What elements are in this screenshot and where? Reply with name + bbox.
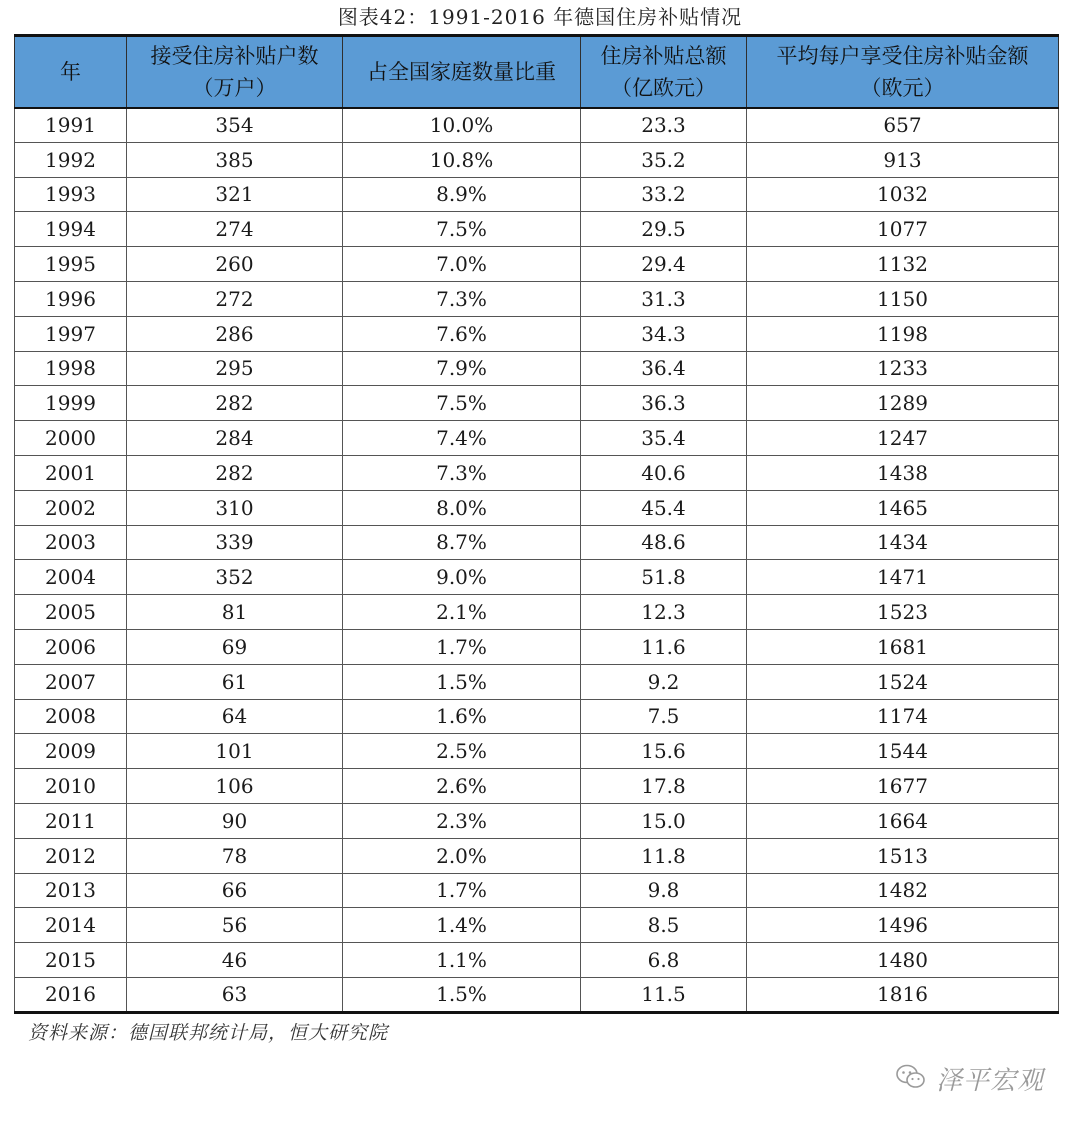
average-cell: 1664 (747, 803, 1059, 838)
households-cell: 78 (127, 838, 343, 873)
total-cell: 33.2 (581, 177, 747, 212)
share-cell: 1.7% (343, 629, 581, 664)
average-cell: 1471 (747, 560, 1059, 595)
total-cell: 15.6 (581, 734, 747, 769)
households-cell: 339 (127, 525, 343, 560)
total-cell: 34.3 (581, 316, 747, 351)
year-cell: 1995 (15, 247, 127, 282)
header-year-label: 年 (60, 59, 81, 84)
year-cell: 2005 (15, 595, 127, 630)
year-cell: 2004 (15, 560, 127, 595)
households-cell: 63 (127, 977, 343, 1012)
share-cell: 10.0% (343, 108, 581, 143)
header-total (581, 36, 747, 108)
households-cell: 385 (127, 142, 343, 177)
average-cell: 1233 (747, 351, 1059, 386)
households-cell: 310 (127, 490, 343, 525)
total-cell: 9.8 (581, 873, 747, 908)
share-cell: 8.9% (343, 177, 581, 212)
watermark-text: 泽平宏观 (935, 1066, 1044, 1096)
share-cell: 7.3% (343, 281, 581, 316)
share-cell: 8.7% (343, 525, 581, 560)
year-cell: 1998 (15, 351, 127, 386)
average-cell: 1174 (747, 699, 1059, 734)
average-cell: 1544 (747, 734, 1059, 769)
average-cell: 1681 (747, 629, 1059, 664)
average-cell: 1247 (747, 421, 1059, 456)
households-cell: 274 (127, 212, 343, 247)
table-row (15, 873, 1059, 908)
total-cell: 11.5 (581, 977, 747, 1012)
total-cell: 36.4 (581, 351, 747, 386)
table-row (15, 421, 1059, 456)
total-cell: 35.2 (581, 142, 747, 177)
average-cell: 1677 (747, 769, 1059, 804)
share-cell: 1.1% (343, 943, 581, 978)
households-cell: 295 (127, 351, 343, 386)
average-cell: 1465 (747, 490, 1059, 525)
share-cell: 1.5% (343, 664, 581, 699)
average-cell: 913 (747, 142, 1059, 177)
share-cell: 1.5% (343, 977, 581, 1012)
share-cell: 7.5% (343, 386, 581, 421)
total-cell: 11.8 (581, 838, 747, 873)
year-cell: 1997 (15, 316, 127, 351)
average-cell: 1524 (747, 664, 1059, 699)
year-cell: 1994 (15, 212, 127, 247)
table-row (15, 664, 1059, 699)
year-cell: 2002 (15, 490, 127, 525)
average-cell: 1513 (747, 838, 1059, 873)
table-header (15, 36, 1059, 108)
total-cell: 15.0 (581, 803, 747, 838)
households-cell: 286 (127, 316, 343, 351)
table-row (15, 212, 1059, 247)
share-cell: 1.7% (343, 873, 581, 908)
watermark (896, 1060, 1044, 1097)
total-cell: 23.3 (581, 108, 747, 143)
total-cell: 45.4 (581, 490, 747, 525)
households-cell: 282 (127, 455, 343, 490)
year-cell: 2000 (15, 421, 127, 456)
share-cell: 7.6% (343, 316, 581, 351)
header-total-unit: （亿欧元） (611, 75, 716, 100)
average-cell: 1198 (747, 316, 1059, 351)
year-cell: 1993 (15, 177, 127, 212)
share-cell: 1.6% (343, 699, 581, 734)
total-cell: 6.8 (581, 943, 747, 978)
households-cell: 284 (127, 421, 343, 456)
total-cell: 31.3 (581, 281, 747, 316)
total-cell: 7.5 (581, 699, 747, 734)
year-cell: 2012 (15, 838, 127, 873)
table-row (15, 699, 1059, 734)
wechat-icon (896, 1064, 926, 1094)
table-row (15, 838, 1059, 873)
header-households-label: 接受住房补贴户数 (150, 43, 319, 68)
header-year (15, 36, 127, 108)
header-total-label: 住房补贴总额 (600, 43, 727, 68)
table-row (15, 455, 1059, 490)
year-cell: 1999 (15, 386, 127, 421)
average-cell: 1434 (747, 525, 1059, 560)
households-cell: 66 (127, 873, 343, 908)
header-row (15, 36, 1059, 108)
households-cell: 321 (127, 177, 343, 212)
header-average-unit: （欧元） (860, 75, 945, 100)
total-cell: 29.5 (581, 212, 747, 247)
average-cell: 1438 (747, 455, 1059, 490)
total-cell: 36.3 (581, 386, 747, 421)
table-row (15, 490, 1059, 525)
year-cell: 2008 (15, 699, 127, 734)
table-row (15, 595, 1059, 630)
year-cell: 2016 (15, 977, 127, 1012)
header-households (127, 36, 343, 108)
average-cell: 1032 (747, 177, 1059, 212)
households-cell: 101 (127, 734, 343, 769)
table-row (15, 177, 1059, 212)
table-row (15, 525, 1059, 560)
share-cell: 7.0% (343, 247, 581, 282)
households-cell: 352 (127, 560, 343, 595)
year-cell: 2001 (15, 455, 127, 490)
header-average (747, 36, 1059, 108)
total-cell: 35.4 (581, 421, 747, 456)
table-row (15, 316, 1059, 351)
total-cell: 51.8 (581, 560, 747, 595)
table-row (15, 629, 1059, 664)
total-cell: 8.5 (581, 908, 747, 943)
average-cell: 1289 (747, 386, 1059, 421)
total-cell: 11.6 (581, 629, 747, 664)
share-cell: 7.4% (343, 421, 581, 456)
share-cell: 7.9% (343, 351, 581, 386)
year-cell: 2007 (15, 664, 127, 699)
average-cell: 1480 (747, 943, 1059, 978)
households-cell: 106 (127, 769, 343, 804)
year-cell: 2015 (15, 943, 127, 978)
table-row (15, 108, 1059, 143)
year-cell: 2009 (15, 734, 127, 769)
households-cell: 69 (127, 629, 343, 664)
average-cell: 1077 (747, 212, 1059, 247)
share-cell: 2.1% (343, 595, 581, 630)
table-body (15, 108, 1059, 1013)
households-cell: 46 (127, 943, 343, 978)
table-row (15, 351, 1059, 386)
header-average-label: 平均每户享受住房补贴金额 (776, 43, 1029, 68)
total-cell: 9.2 (581, 664, 747, 699)
table-row (15, 769, 1059, 804)
table-row (15, 734, 1059, 769)
total-cell: 40.6 (581, 455, 747, 490)
year-cell: 2013 (15, 873, 127, 908)
table-row (15, 977, 1059, 1012)
households-cell: 56 (127, 908, 343, 943)
source-note: 资料来源：德国联邦统计局，恒大研究院 (28, 1022, 389, 1044)
households-cell: 282 (127, 386, 343, 421)
year-cell: 1991 (15, 108, 127, 143)
year-cell: 2006 (15, 629, 127, 664)
households-cell: 81 (127, 595, 343, 630)
year-cell: 2011 (15, 803, 127, 838)
average-cell: 1150 (747, 281, 1059, 316)
share-cell: 7.5% (343, 212, 581, 247)
table-row (15, 943, 1059, 978)
total-cell: 17.8 (581, 769, 747, 804)
households-cell: 272 (127, 281, 343, 316)
total-cell: 29.4 (581, 247, 747, 282)
year-cell: 1996 (15, 281, 127, 316)
year-cell: 2014 (15, 908, 127, 943)
table-row (15, 247, 1059, 282)
total-cell: 48.6 (581, 525, 747, 560)
year-cell: 2010 (15, 769, 127, 804)
share-cell: 2.3% (343, 803, 581, 838)
average-cell: 657 (747, 108, 1059, 143)
total-cell: 12.3 (581, 595, 747, 630)
header-share-label: 占全国家庭数量比重 (367, 59, 556, 84)
year-cell: 2003 (15, 525, 127, 560)
average-cell: 1816 (747, 977, 1059, 1012)
households-cell: 90 (127, 803, 343, 838)
share-cell: 9.0% (343, 560, 581, 595)
table-title: 图表42：1991-2016 年德国住房补贴情况 (337, 5, 743, 29)
share-cell: 2.5% (343, 734, 581, 769)
housing-subsidy-table-container (14, 34, 1058, 1014)
table-row (15, 908, 1059, 943)
table-row (15, 386, 1059, 421)
average-cell: 1482 (747, 873, 1059, 908)
table-row (15, 281, 1059, 316)
table-row (15, 803, 1059, 838)
share-cell: 2.6% (343, 769, 581, 804)
table-row (15, 142, 1059, 177)
header-households-unit: （万户） (192, 75, 277, 100)
average-cell: 1496 (747, 908, 1059, 943)
housing-subsidy-table (14, 34, 1059, 1014)
table-row (15, 560, 1059, 595)
year-cell: 1992 (15, 142, 127, 177)
average-cell: 1523 (747, 595, 1059, 630)
average-cell: 1132 (747, 247, 1059, 282)
share-cell: 1.4% (343, 908, 581, 943)
households-cell: 64 (127, 699, 343, 734)
share-cell: 8.0% (343, 490, 581, 525)
households-cell: 354 (127, 108, 343, 143)
households-cell: 61 (127, 664, 343, 699)
households-cell: 260 (127, 247, 343, 282)
share-cell: 2.0% (343, 838, 581, 873)
share-cell: 10.8% (343, 142, 581, 177)
share-cell: 7.3% (343, 455, 581, 490)
header-share (343, 36, 581, 108)
